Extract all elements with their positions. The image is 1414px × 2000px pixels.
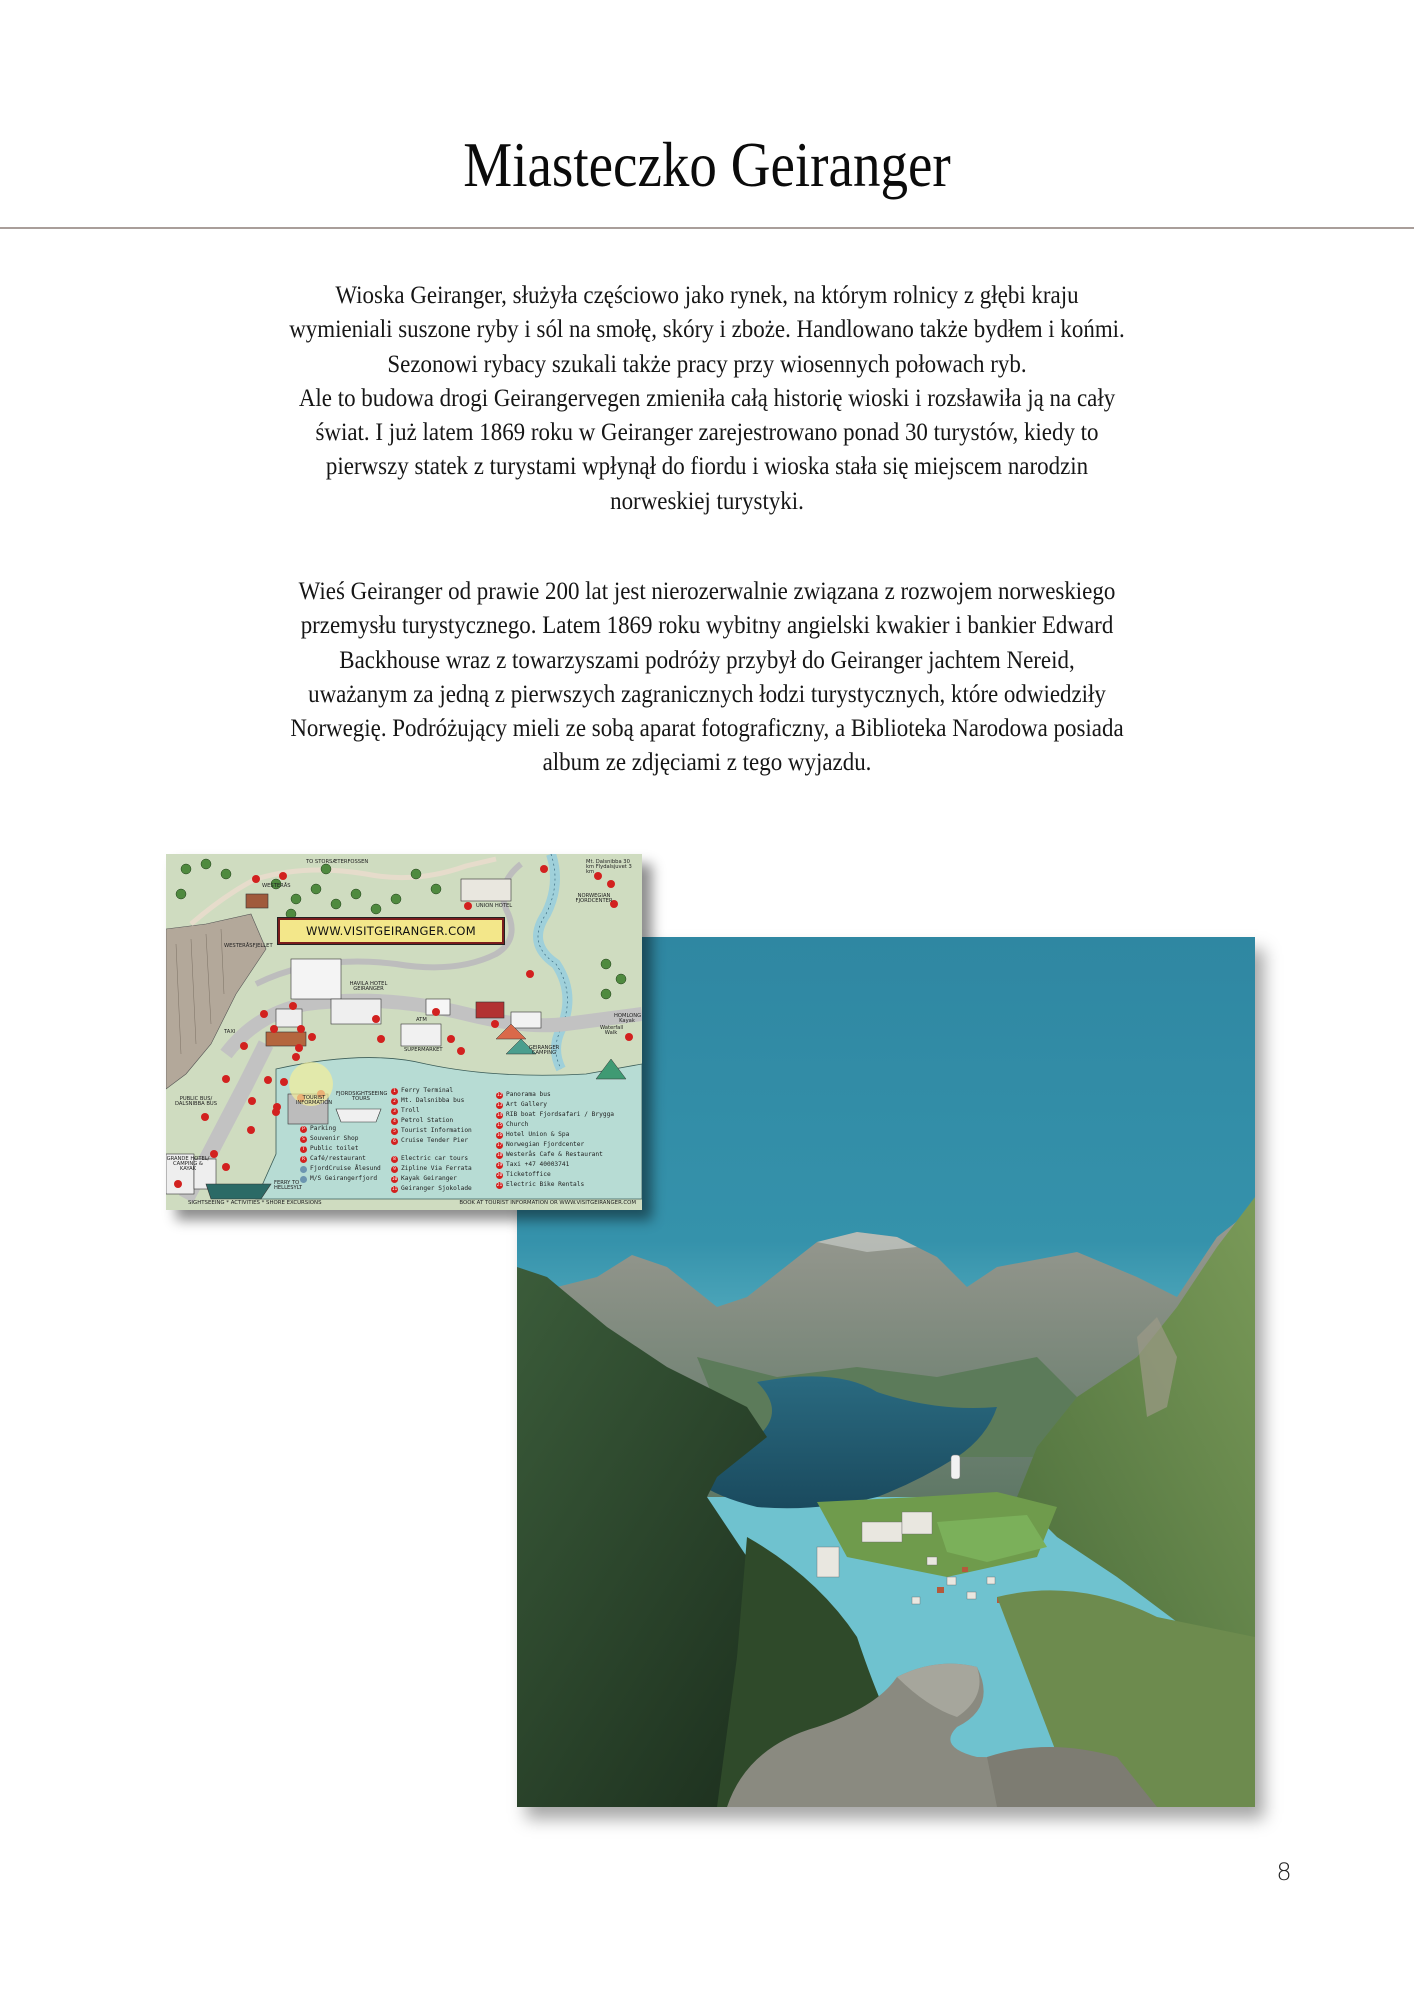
map-legend-numbered-2 bbox=[391, 1154, 472, 1194]
map-label: Waterfall Walk bbox=[600, 1025, 624, 1037]
map-footer bbox=[166, 1198, 642, 1208]
legend-item: 9 Zipline Via Ferrata bbox=[391, 1164, 472, 1174]
map-label: SUPERMARKET bbox=[404, 1047, 443, 1053]
map-label: FJORDSIGHTSEEING TOURS bbox=[336, 1091, 388, 1103]
legend-marker: S bbox=[300, 1136, 307, 1143]
legend-item: 3 Troll bbox=[391, 1106, 472, 1116]
legend-item: M/S Geirangerfjord bbox=[300, 1174, 381, 1184]
legend-marker: T bbox=[300, 1146, 307, 1153]
map-label: TAXI bbox=[224, 1029, 236, 1035]
legend-item: 4 Petrol Station bbox=[391, 1116, 472, 1126]
map-label: TO STORSÆTERFOSSEN bbox=[306, 859, 369, 865]
map-label: WESTERÅS bbox=[262, 883, 291, 889]
map-label: HOMLONG Kayak bbox=[614, 1013, 642, 1025]
map-label: GRANDE HOTEL/ CAMPING & KAYAK bbox=[166, 1156, 210, 1173]
legend-item: T Public toilet bbox=[300, 1144, 381, 1154]
legend-marker: R bbox=[300, 1156, 307, 1163]
text-line: Backhouse wraz z towarzyszami podróży przybył do Geiranger jachtem Nereid, bbox=[339, 644, 1075, 674]
text-line: Ale to budowa drogi Geirangervegen zmieniła całą historię wioski i rozsławiła ją na cały bbox=[298, 382, 1116, 412]
map-label: PUBLIC BUS/ DALSNIBBA BUS bbox=[174, 1096, 217, 1108]
map-label: GEIRANGER CAMPING bbox=[528, 1045, 560, 1057]
legend-item: 13 Art Gallery bbox=[496, 1101, 547, 1108]
map-legend-numbered-1 bbox=[391, 1086, 472, 1146]
map-website-banner: WWW.VISITGEIRANGER.COM bbox=[278, 918, 504, 944]
text-line: świat. I już latem 1869 roku w Geiranger zarejestrowano ponad 30 turystów, kiedy to bbox=[315, 417, 1099, 447]
map-legend-numbered-3 bbox=[496, 1090, 614, 1190]
text-line: Wieś Geiranger od prawie 200 lat jest nierozerwalnie związana z rozwojem norweskiego bbox=[298, 576, 1116, 605]
legend-item: 11 Geiranger Sjokolade bbox=[391, 1185, 472, 1192]
legend-item: 14 RIB boat Fjordsafari / Brygga bbox=[496, 1111, 615, 1118]
legend-item: 21 Electric Bike Rentals bbox=[496, 1181, 585, 1188]
legend-item: FjordCruise Ålesund bbox=[300, 1164, 381, 1174]
legend-item: P Parking bbox=[300, 1124, 381, 1134]
legend-item: 12 Panorama bus bbox=[496, 1091, 551, 1098]
tourist-map-image bbox=[166, 854, 642, 1210]
text-line: Norwegię. Podróżujący mieli ze sobą aparat fotograficzny, a Biblioteka Narodowa posiada bbox=[290, 713, 1124, 743]
legend-item: 1 Ferry Terminal bbox=[391, 1086, 472, 1096]
legend-item: 18 Westerås Cafe & Restaurant bbox=[496, 1151, 603, 1158]
ship-icon bbox=[300, 1166, 307, 1173]
legend-item: 15 Church bbox=[496, 1121, 529, 1128]
map-label: ATM bbox=[416, 1017, 427, 1023]
legend-item: 19 Taxi +47 40003741 bbox=[496, 1161, 570, 1168]
page-number: 8 bbox=[1276, 1858, 1292, 1886]
legend-item: 5 Tourist Information bbox=[391, 1126, 472, 1136]
legend-marker: P bbox=[300, 1126, 307, 1133]
legend-item: 10 Kayak Geiranger bbox=[391, 1175, 457, 1182]
map-label: NORWEGIAN FJORDCENTER bbox=[575, 893, 613, 905]
paragraph-tourism bbox=[120, 574, 1294, 780]
paragraph-history bbox=[120, 278, 1294, 518]
map-footer-right: BOOK AT TOURIST INFORMATION OR WWW.VISITGEIRANGER.COM bbox=[459, 1200, 636, 1206]
title-divider bbox=[0, 227, 1414, 229]
text-line: przemysłu turystycznego. Latem 1869 roku wybitny angielski kwakier i bankier Edward bbox=[300, 610, 1114, 640]
text-line: Sezonowi rybacy szukali także pracy przy wiosennych połowach ryb. bbox=[387, 348, 1027, 378]
map-label: HAVILA HOTEL GEIRANGER bbox=[349, 981, 388, 993]
text-line: uważanym za jedną z pierwszych zagranicznych łodzi turystycznych, które odwiedziły bbox=[308, 678, 1106, 708]
legend-item: R Café/restaurant bbox=[300, 1154, 381, 1164]
legend-item: 8 Electric car tours bbox=[391, 1154, 472, 1164]
map-label: UNION HOTEL bbox=[476, 903, 513, 909]
text-line: norweskiej turystyki. bbox=[610, 485, 804, 515]
map-label: TOURIST INFORMATION bbox=[295, 1095, 333, 1107]
text-line: Wioska Geiranger, służyła częściowo jako rynek, na którym rolnicy z głębi kraju bbox=[335, 280, 1079, 309]
legend-item: 16 Hotel Union & Spa bbox=[496, 1131, 570, 1138]
legend-item: 17 Norwegian Fjordcenter bbox=[496, 1141, 585, 1148]
text-line: pierwszy statek z turystami wpłynął do fiordu i wioska stała się miejscem narodzin bbox=[325, 451, 1089, 481]
legend-item: 2 Mt. Dalsnibba bus bbox=[391, 1096, 472, 1106]
legend-item: S Souvenir Shop bbox=[300, 1134, 381, 1144]
map-legend-symbols bbox=[300, 1124, 381, 1184]
ship-icon bbox=[300, 1176, 307, 1183]
legend-item: 20 Ticketoffice bbox=[496, 1171, 551, 1178]
map-label: WESTERÅSFJELLET bbox=[224, 943, 273, 949]
text-line: wymieniali suszone ryby i sól na smołę, skóry i zboże. Handlowano także bydłem i końmi. bbox=[289, 314, 1125, 344]
legend-item: 6 Cruise Tender Pier bbox=[391, 1136, 472, 1146]
map-label: FERRY TO HELLESYLT bbox=[274, 1180, 303, 1192]
page-title: Miasteczko Geiranger bbox=[463, 129, 951, 200]
text-line: album ze zdjęciami z tego wyjazdu. bbox=[542, 747, 872, 777]
map-footer-left: SIGHTSEEING * ACTIVITIES * SHORE EXCURSIONS bbox=[188, 1200, 322, 1206]
map-label: Mt. Dalsnibba 30 km Flydalsjuvet 3 km bbox=[586, 859, 632, 876]
